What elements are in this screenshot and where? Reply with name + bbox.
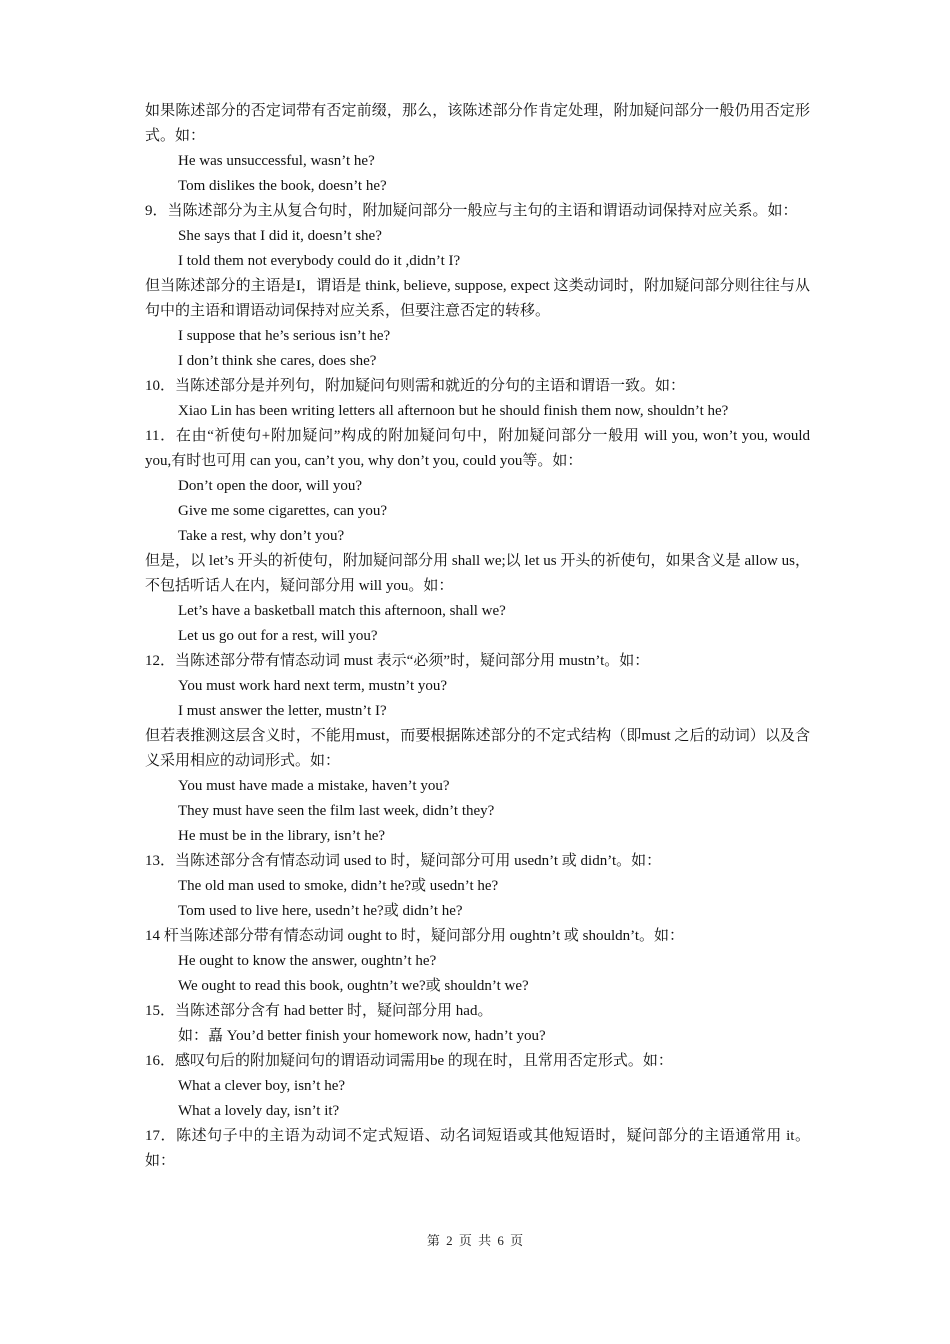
- example-sentence: We ought to read this book, oughtn’t we?或 shouldn’t we?: [178, 978, 529, 994]
- rule-10: 10．当陈述部分是并列句，附加疑问句则需和就近的分句的主语和谓语一致。如：: [145, 378, 686, 394]
- example-sentence: 如：嚞 You’d better finish your homework now, hadn’t you?: [178, 1028, 546, 1044]
- paragraph-negative-prefix: 如果陈述部分的否定词带有否定前缀，那么，该陈述部分作肯定处理，附加疑问部分一般仍用否定形式。如：: [145, 103, 810, 144]
- example-sentence: What a lovely day, isn’t it?: [178, 1103, 340, 1119]
- example-sentence: He must be in the library, isn’t he?: [178, 828, 386, 844]
- page-number: 第 2 页 共 6 页: [426, 1233, 524, 1248]
- document-body: [145, 99, 810, 1174]
- rule-11-note: 但是，以 let’s 开头的祈使句，附加疑问部分用 shall we;以 let us 开头的祈使句，如果含义是 allow us，不包括听话人在内，疑问部分用 will you。如：: [145, 553, 810, 594]
- example-sentence: Give me some cigarettes, can you?: [178, 503, 388, 519]
- rule-9: 9．当陈述部分为主从复合句时，附加疑问部分一般应与主句的主语和谓语动词保持对应关系。如：: [145, 203, 798, 219]
- example-sentence: I suppose that he’s serious isn’t he?: [178, 328, 391, 344]
- example-sentence: Xiao Lin has been writing letters all afternoon but he should finish them now, shouldn’t he?: [178, 403, 729, 419]
- example-sentence: What a clever boy, isn’t he?: [178, 1078, 346, 1094]
- example-sentence: He was unsuccessful, wasn’t he?: [178, 153, 375, 169]
- example-sentence: Let’s have a basketball match this afternoon, shall we?: [178, 603, 506, 619]
- example-sentence: The old man used to smoke, didn’t he?或 usedn’t he?: [178, 878, 499, 894]
- rule-15: 15．当陈述部分含有 had better 时，疑问部分用 had。: [145, 1003, 493, 1019]
- rule-17: 17．陈述句子中的主语为动词不定式短语、动名词短语或其他短语时，疑问部分的主语通常用 it。如：: [145, 1128, 810, 1169]
- example-sentence: They must have seen the film last week, didn’t they?: [178, 803, 495, 819]
- rule-11: 11．在由“祈使句+附加疑问”构成的附加疑问句中，附加疑问部分一般用 will you, won’t you, would you,有时也可用 can you, can’t you, why don’t you, could you等。如：: [145, 428, 810, 469]
- rule-12-note: 但若表推测这层含义时，不能用must，而要根据陈述部分的不定式结构（即must 之后的动词）以及含义采用相应的动词形式。如：: [145, 728, 810, 769]
- example-sentence: You must work hard next term, mustn’t you?: [178, 678, 448, 694]
- rule-9-note: 但当陈述部分的主语是I，谓语是 think, believe, suppose, expect 这类动词时，附加疑问部分则往往与从句中的主语和谓语动词保持对应关系，但要注意否定的转移。: [145, 278, 810, 319]
- example-sentence: Don’t open the door, will you?: [178, 478, 363, 494]
- example-sentence: He ought to know the answer, oughtn’t he?: [178, 953, 437, 969]
- rule-14: 14 杆当陈述部分带有情态动词 ought to 时，疑问部分用 oughtn’t 或 shouldn’t。如：: [145, 928, 685, 944]
- rule-12: 12．当陈述部分带有情态动词 must 表示“必须”时，疑问部分用 mustn’t。如：: [145, 653, 650, 669]
- example-sentence: Take a rest, why don’t you?: [178, 528, 345, 544]
- example-sentence: Let us go out for a rest, will you?: [178, 628, 378, 644]
- example-sentence: You must have made a mistake, haven’t you?: [178, 778, 450, 794]
- example-sentence: Tom dislikes the book, doesn’t he?: [178, 178, 387, 194]
- example-sentence: Tom used to live here, usedn’t he?或 didn’t he?: [178, 903, 463, 919]
- example-sentence: I told them not everybody could do it ,didn’t I?: [178, 253, 461, 269]
- rule-13: 13．当陈述部分含有情态动词 used to 时，疑问部分可用 usedn’t 或 didn’t。如：: [145, 853, 662, 869]
- rule-16: 16．感叹句后的附加疑问句的谓语动词需用be 的现在时，且常用否定形式。如：: [145, 1053, 673, 1069]
- example-sentence: I don’t think she cares, does she?: [178, 353, 377, 369]
- example-sentence: She says that I did it, doesn’t she?: [178, 228, 382, 244]
- example-sentence: I must answer the letter, mustn’t I?: [178, 703, 387, 719]
